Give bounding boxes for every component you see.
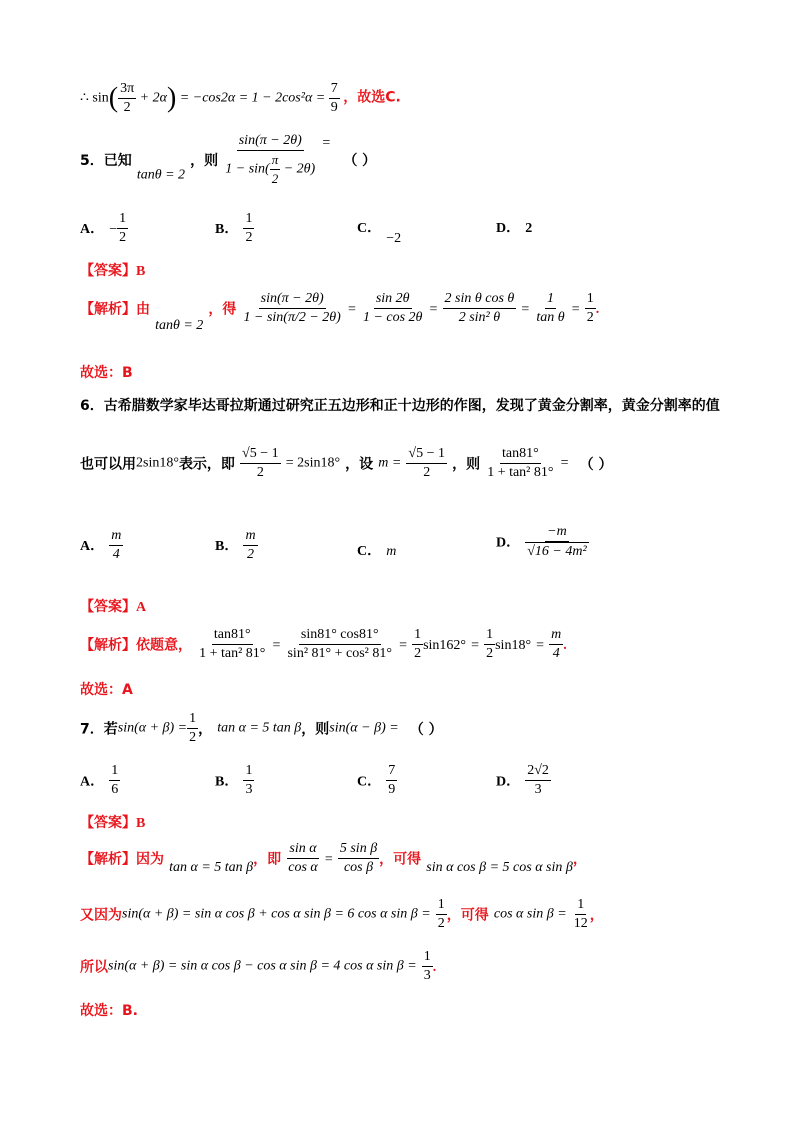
question-7-option-a: A． $\frac{1}{6}$	[80, 763, 119, 797]
question-6-option-b: B． $\frac{m}{2}$	[215, 528, 256, 562]
question-5-analysis: 【解析】由 tanθ = 2 ，得 $\frac{\sin(\pi - 2\theta)}{1 - \sin(\pi/2 - 2\theta)}$ = $\frac{\sin 2\theta}{1 - \cos 2\theta}$ = $\frac{\text{2 sin θ cos θ}}{\text{2 sin² θ}}$ = $\frac{1}{\text{tan θ}}$ = $\frac{1}{2}$ .	[80, 291, 600, 333]
answer-blank: （ ）	[343, 153, 377, 169]
question-7-conclusion: 故选：B.	[80, 1003, 138, 1019]
top-solution-line: ∴ sin( $\frac{3\pi}{2}$ + 2α) = −cos2α = 1 − 2cos²α = $\frac{7}{9}$ ，故选C.	[80, 81, 401, 115]
question-7-stem: 7．若sin(α + β) = $\frac{1}{2}$ ， tan α = 5 tan β，则sin(α − β) = （ ）	[80, 711, 443, 745]
question-6-option-c: C． m	[357, 544, 397, 559]
question-7-analysis-line-3: 所以sin(α + β) = sin α cos β − cos α sin β = 4 cos α sin β = $\frac{1}{3}$ .	[80, 949, 437, 983]
question-7-option-b: B． $\frac{1}{3}$	[215, 763, 253, 797]
result-fraction: $\frac{7}{9}$	[330, 81, 338, 115]
question-7-option-d: D． $\frac{2√2}{3}$	[496, 763, 549, 797]
question-7-answer: 【答案】B	[80, 815, 146, 831]
conclusion-text: ，故选C.	[343, 89, 401, 106]
question-5-option-b: B． $\frac{1}{2}$	[215, 211, 253, 245]
question-label: 7．若	[80, 721, 118, 738]
answer-blank: （ ）	[409, 721, 443, 738]
question-6-line-1: 6．古希腊数学家毕达哥拉斯通过研究正五边形和正十边形的作图，发现了黄金分割率，黄金分割率的值	[80, 398, 720, 414]
question-6-conclusion: 故选：A	[80, 682, 133, 698]
fraction: $\frac{3\pi}{2}$	[120, 81, 135, 115]
question-6-option-a: A． $\frac{m}{4}$	[80, 528, 122, 562]
question-5-answer: 【答案】B	[80, 263, 146, 279]
question-6-answer: 【答案】A	[80, 599, 147, 615]
question-5-option-d: D． 2	[496, 221, 533, 236]
question-5-option-c: C． −2	[357, 221, 402, 246]
question-5-option-a: A． − $\frac{1}{2}$	[80, 211, 127, 245]
question-6-option-d: D． $\frac{-m}{\text{√16 − 4m²}}$	[496, 524, 587, 559]
question-5-stem: 5．已知 tanθ = 2 ，则 sin(π − 2θ) 1 − sin( $\frac{\pi}{2}$ − 2θ) = （ ）	[80, 133, 377, 186]
answer-blank: （ ）	[579, 456, 613, 473]
question-5-conclusion: 故选：B	[80, 365, 133, 381]
question-7-analysis-line-2: 又因为sin(α + β) = sin α cos β + cos α sin β = 6 cos α sin β = $\frac{1}{2}$ ，可得 cos α sin β = $\frac{1}{12}$ ，	[80, 897, 604, 931]
question-6-analysis: 【解析】依题意， $\frac{\tan 81^\circ}{\text{1 + tan² 81°}}$ = $\frac{\sin 81^\circ \cos 81^\circ}{\text{sin² 81° + cos² 81°}}$ = $\frac{1}{2}$ sin162° = $\frac{1}{2}$ sin18° = $\frac{m}{4}$ .	[80, 627, 567, 661]
therefore-symbol: ∴	[80, 90, 89, 106]
question-7-option-c: C． $\frac{7}{9}$	[357, 763, 396, 797]
question-6-line-2: 也可以用2sin18°表示，即 $\frac{√5 - 1}{2}$ = 2sin18° ，设 m = $\frac{√5 - 1}{2}$ ，则 $\frac{\tan 81^\circ}{\text{1 + tan² 81°}}$ = （ ）	[80, 446, 613, 480]
question-5-expression: sin(π − 2θ) 1 − sin( $\frac{\pi}{2}$ − 2θ)	[225, 133, 316, 186]
question-label: 5．已知	[80, 153, 132, 169]
question-7-analysis-line-1: 【解析】因为 tan α = 5 tan β，即 $\frac{\text{sin α}}{\text{cos α}}$ = $\frac{\text{5 sin β}}{\text{cos β}}$ ，可得 sin α cos β = 5 cos α sin β，	[80, 841, 587, 875]
